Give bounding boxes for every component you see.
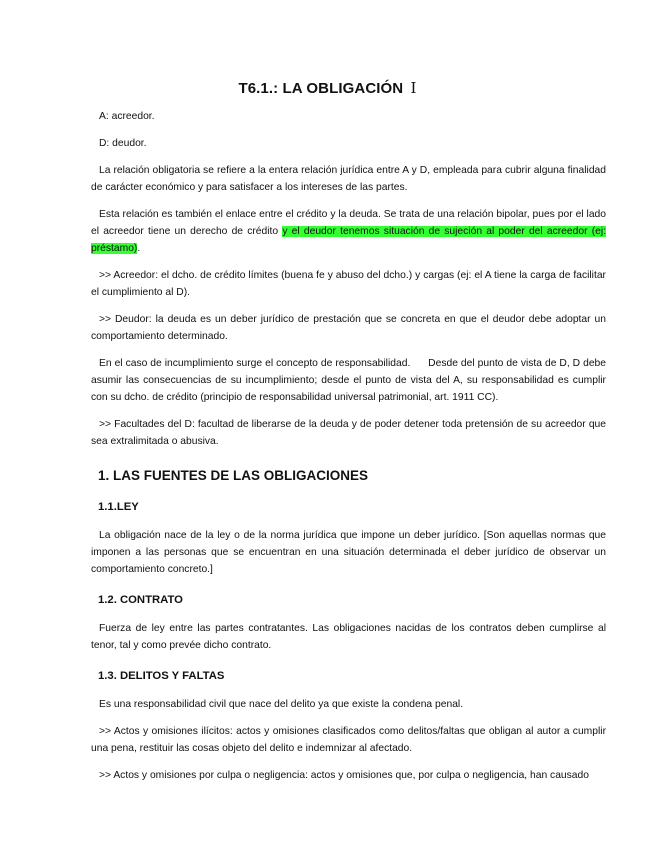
paragraph-delitos: Es una responsabilidad civil que nace del delito ya que existe la condena penal. xyxy=(99,699,464,710)
title-text: T6.1.: LA OBLIGACIÓN xyxy=(238,80,404,97)
paragraph-acreedor-definicion: >> Acreedor: el dcho. de crédito límites (buena fe y abuso del dcho.) y cargas (ej: el A tiene la carga de facilitar el cumplimiento al D). xyxy=(91,270,606,298)
document-body xyxy=(91,108,609,784)
enlace-text: Esta relación es también el enlace entre el crédito y la deuda. Se trata de una relación bipolar, pues por el lado el acreedor tiene un derecho de crédito xyxy=(91,209,606,237)
heading-delitos: 1.3. DELITOS Y FALTAS xyxy=(98,670,225,682)
heading-fuentes: 1. LAS FUENTES DE LAS OBLIGACIONES xyxy=(98,468,369,483)
paragraph-deudor-definicion: >> Deudor: la deuda es un deber jurídico de prestación que se concreta en que el deudor debe adoptar un comportamiento determinado. xyxy=(91,314,606,342)
heading-contrato: 1.2. CONTRATO xyxy=(98,594,183,606)
paragraph-actos-ilicitos: >> Actos y omisiones ilícitos: actos y omisiones clasificados como delitos/faltas que obligan al autor a cumplir una pena, restituir las cosas objeto del delito e indemnizar al afectado. xyxy=(91,726,606,754)
paragraph-relacion: La relación obligatoria se refiere a la entera relación jurídica entre A y D, empleada para cubrir alguna finalidad de carácter económico y para satisfacer a los intereses de las partes. xyxy=(91,165,606,193)
paragraph-contrato: Fuerza de ley entre las partes contratantes. Las obligaciones nacidas de los contratos deben cumplirse al tenor, tal y como prevée dicho contrato. xyxy=(91,623,606,651)
paragraph-ley: La obligación nace de la ley o de la norma jurídica que impone un deber jurídico. [Son aquellas normas que imponen a las personas que se encuentran en una situación determinada el deber jurídico de observar un comportamiento concreto.] xyxy=(91,530,606,575)
title-roman-numeral: I xyxy=(410,79,417,97)
paragraph-acreedor: A: acreedor. xyxy=(99,111,155,122)
paragraph-deudor: D: deudor. xyxy=(99,138,147,149)
paragraph-culpa: >> Actos y omisiones por culpa o negligencia: actos y omisiones que, por culpa o negligencia, han causado xyxy=(99,770,589,781)
paragraph-enlace: Esta relación es también el enlace entre el crédito y la deuda. Se trata de una relación bipolar, pues por el lado el acreedor tiene un derecho de crédito y el deudor tenemos situación de sujeción al poder del acreedor (ej: préstamo). xyxy=(91,209,607,254)
highlighted-text: y el deudor tenemos situación de sujeción al poder del acreedor (ej: préstamo) xyxy=(91,226,607,254)
paragraph-facultades: >> Facultades del D: facultad de liberarse de la deuda y de poder detener toda pretensión de su acreedor que sea extralimitada o abusiva. xyxy=(91,419,606,447)
paragraph-incumplimiento: En el caso de incumplimiento surge el concepto de responsabilidad. Desde del punto de vista de D, D debe asumir las consecuencias de su incumplimiento; desde el punto de vista del A, su responsabilidad es cumplir con su dcho. de crédito (principio de responsabilidad universal patrimonial, art. 1911 CC). xyxy=(91,358,609,403)
heading-ley: 1.1.LEY xyxy=(98,501,139,513)
page-title xyxy=(0,79,655,97)
